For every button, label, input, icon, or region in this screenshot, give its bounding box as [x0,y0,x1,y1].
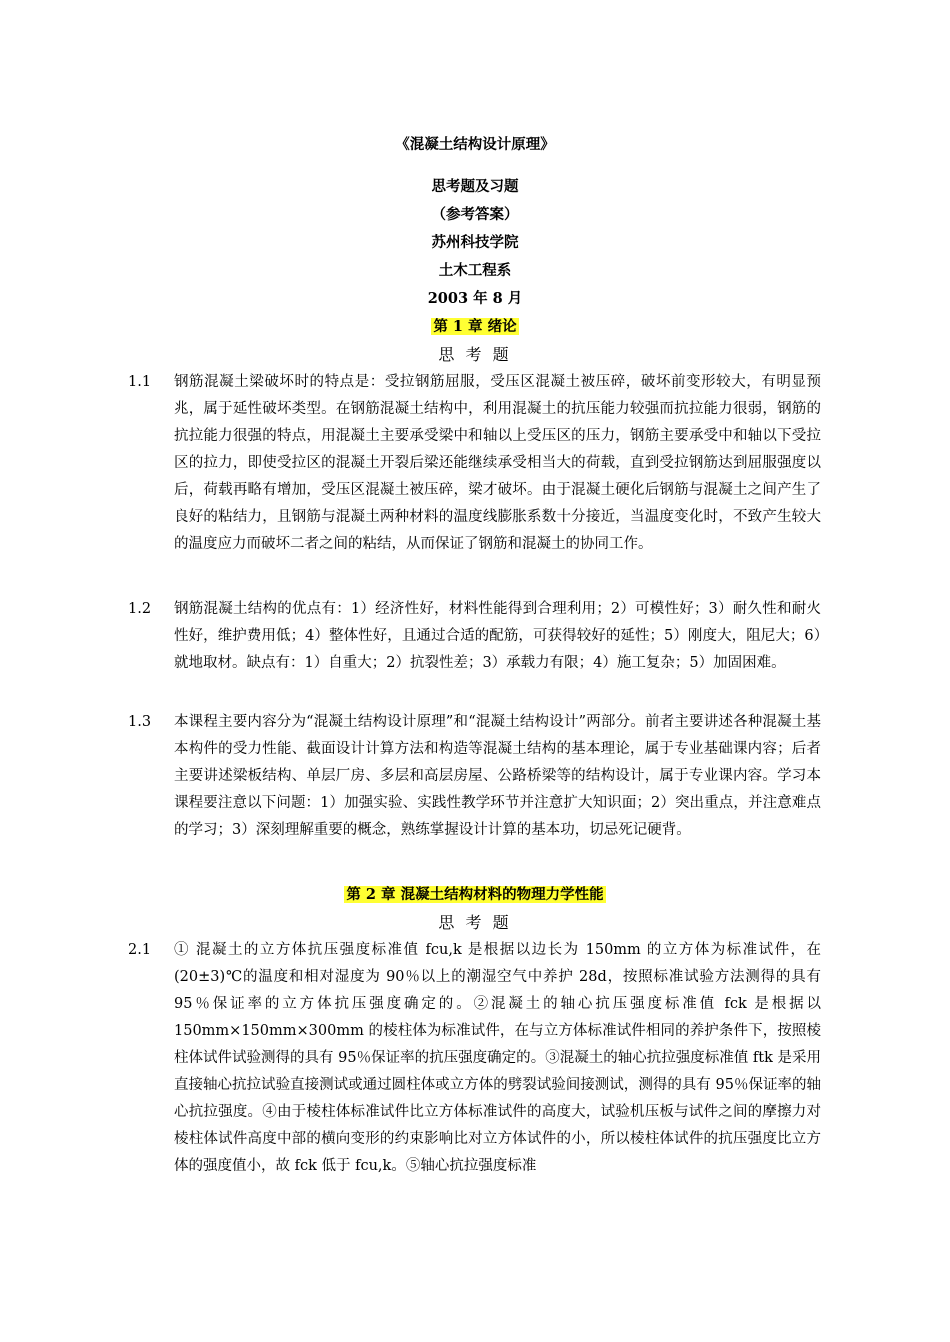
question-number: 2.1 [128,942,152,958]
department-name: 土木工程系 [438,262,512,279]
subtitle: 思考题及习题 [431,178,519,195]
book-title: 《混凝土结构设计原理》 [395,136,555,153]
title-block [0,131,950,369]
chapter-2-heading: 第 2 章 混凝土结构材料的物理力学性能 [346,886,604,903]
question-number: 1.1 [128,374,152,390]
question-number: 1.3 [128,714,152,730]
school-name: 苏州科技学院 [431,234,519,251]
question-answer-text: 本课程主要内容分为“混凝土结构设计原理”和“混凝土结构设计”两部分。前者主要讲述各种混凝土基本构件的受力性能、截面设计计算方法和构造等混凝土结构的基本理论，属于专业基础课内容；后者主要讲述梁板结构、单层厂房、多层和高层房屋、公路桥梁等的结构设计，属于专业课内容。学习本课程要注意以下问题：1）加强实验、实践性教学环节并注意扩大知识面；2）突出重点，并注意难点的学习；3）深刻理解重要的概念，熟练掌握设计计算的基本功，切忌死记硬背。 [174,714,821,838]
question-answer-text: 钢筋混凝土结构的优点有：1）经济性好，材料性能得到合理利用；2）可模性好；3）耐久性和耐火性好，维护费用低；4）整体性好，且通过合适的配筋，可获得较好的延性；5）刚度大，阻尼大；6）就地取材。缺点有：1）自重大；2）抗裂性差；3）承载力有限；4）施工复杂；5）加固困难。 [174,601,821,671]
chapter-2-header [0,881,950,937]
chapter-1-heading-line [0,313,950,341]
question-number: 1.2 [128,601,152,617]
chapter-2-heading-line [0,881,950,909]
chapter-1-heading: 第 1 章 绪论 [433,318,517,335]
chapter-2-section-label: 思 考 题 [438,913,512,932]
chapter-1-section-label: 思 考 题 [438,345,512,364]
publish-date: 2003 年 8 月 [427,290,523,307]
question-answer-text: ① 混凝土的立方体抗压强度标准值 fcu,k 是根据以边长为 150mm 的立方体为标准试件，在(20±3)℃的温度和相对湿度为 90％以上的潮湿空气中养护 28d，按照标准试验方法测得的具有 95％保证率的立方体抗压强度确定的。②混凝土的轴心抗压强度标准值 fck 是根据以 150mm×150mm×300mm 的棱柱体为标准试件，在与立方体标准试件相同的养护条件下，按照棱柱体试件试验测得的具有 95％保证率的抗压强度确定的。③混凝土的轴心抗拉强度标准值 ftk 是采用直接轴心抗拉试验直接测试或通过圆柱体或立方体的劈裂试验间接测试，测得的具有 95％保证率的轴心抗拉强度。④由于棱柱体标准试件比立方体标准试件的高度大，试验机压板与试件之间的摩擦力对棱柱体试件高度中部的横向变形的约束影响比对立方体试件的小，所以棱柱体试件的抗压强度比立方体的强度值小，故 fck 低于 fcu,k。⑤轴心抗拉强度标准 [174,942,821,1174]
question-answer-text: 钢筋混凝土梁破坏时的特点是：受拉钢筋屈服，受压区混凝土被压碎，破坏前变形较大，有明显预兆，属于延性破坏类型。在钢筋混凝土结构中，利用混凝土的抗压能力较强而抗拉能力很弱，钢筋的抗拉能力很强的特点，用混凝土主要承受梁中和轴以上受压区的压力，钢筋主要承受中和轴以下受拉区的拉力，即使受拉区的混凝土开裂后梁还能继续承受相当大的荷载，直到受拉钢筋达到屈服强度以后，荷载再略有增加，受压区混凝土被压碎，梁才破坏。由于混凝土硬化后钢筋与混凝土之间产生了良好的粘结力，且钢筋与混凝土两种材料的温度线膨胀系数十分接近，当温度变化时，不致产生较大的温度应力而破坏二者之间的粘结，从而保证了钢筋和混凝土的协同工作。 [174,374,821,552]
answer-note: （参考答案） [431,206,519,223]
